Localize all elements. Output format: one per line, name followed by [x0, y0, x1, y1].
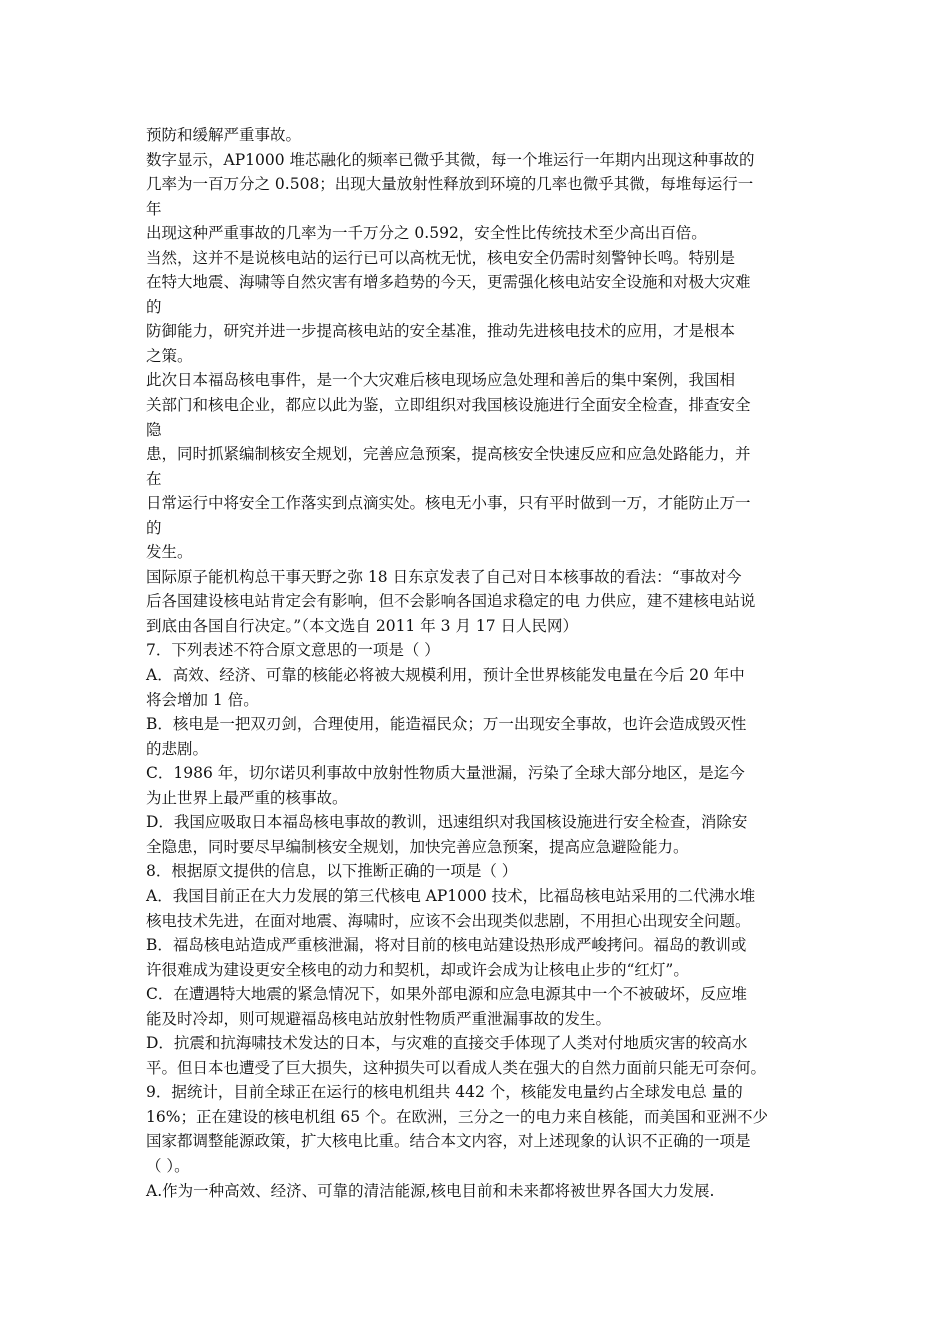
- text-line: 此次日本福岛核电事件，是一个大灾难后核电现场应急处理和善后的集中案例，我国相: [146, 371, 736, 390]
- question-line: （ ）。: [146, 1156, 190, 1175]
- option-line: A.作为一种高效、经济、可靠的清洁能源,核电目前和未来都将被世界各国大力发展.: [146, 1181, 715, 1200]
- option-line: 许很难成为建设更安全核电的动力和契机，却或许会成为让核电止步的“红灯”。: [146, 960, 689, 979]
- option-line: 的悲剧。: [146, 739, 209, 758]
- text-line: 年: [146, 199, 162, 218]
- question-line: 7．下列表述不符合原文意思的一项是（ ）: [146, 641, 440, 660]
- option-line: 核电技术先进，在面对地震、海啸时，应该不会出现类似悲剧，不用担心出现安全问题。: [146, 911, 751, 930]
- text-line: 后各国建设核电站肯定会有影响，但不会影响各国追求稳定的电 力供应，建不建核电站说: [146, 592, 756, 611]
- option-line: B．核电是一把双刃剑，合理使用，能造福民众；万一出现安全事故，也许会造成毁灭性: [146, 715, 747, 734]
- option-line: 全隐患，同时要尽早编制核安全规划，加快完善应急预案，提高应急避险能力。: [146, 837, 689, 856]
- option-line: 为止世界上最严重的核事故。: [146, 788, 348, 807]
- question-line: 国家都调整能源政策，扩大核电比重。结合本文内容，对上述现象的认识不正确的一项是: [146, 1132, 751, 1151]
- text-line: 的: [146, 518, 162, 537]
- text-line: 发生。: [146, 543, 193, 562]
- text-line: 日常运行中将安全工作落实到点滴实处。核电无小事，只有平时做到一万，才能防止万一: [146, 494, 751, 513]
- text-line: 国际原子能机构总干事天野之弥 18 日东京发表了自己对日本核事故的看法：“事故对今: [146, 567, 742, 586]
- document-page: [146, 123, 826, 1203]
- text-line: 隐: [146, 420, 162, 439]
- option-line: A．高效、经济、可靠的核能必将被大规模利用，预计全世界核能发电量在今后 20 年中: [146, 666, 745, 685]
- text-line: 在特大地震、海啸等自然灾害有增多趋势的今天，更需强化核电站安全设施和对极大灾难: [146, 273, 751, 292]
- option-line: D．我国应吸取日本福岛核电事故的教训，迅速组织对我国核设施进行安全检查，消除安: [146, 813, 748, 832]
- option-line: 能及时冷却，则可规避福岛核电站放射性物质严重泄漏事故的发生。: [146, 1009, 612, 1028]
- question-line: 16%；正在建设的核电机组 65 个。在欧洲，三分之一的电力来自核能，而美国和亚洲不少: [146, 1107, 769, 1126]
- text-line: 当然，这并不是说核电站的运行已可以高枕无忧，核电安全仍需时刻警钟长鸣。特别是: [146, 248, 736, 267]
- question-line: 8．根据原文提供的信息，以下推断正确的一项是（ ）: [146, 862, 518, 881]
- text-line: 患，同时抓紧编制核安全规划，完善应急预案，提高核安全快速反应和应急处路能力，并: [146, 445, 751, 464]
- text-line: 防御能力，研究并进一步提高核电站的安全基准，推动先进核电技术的应用，才是根本: [146, 322, 736, 341]
- text-line: 在: [146, 469, 162, 488]
- option-line: C．1986 年，切尔诺贝利事故中放射性物质大量泄漏，污染了全球大部分地区，是迄今: [146, 764, 745, 783]
- option-line: A．我国目前正在大力发展的第三代核电 AP1000 技术，比福岛核电站采用的二代沸水堆: [146, 886, 756, 905]
- question-line: 9．据统计，目前全球正在运行的核电机组共 442 个，核能发电量约占全球发电总 量的: [146, 1083, 743, 1102]
- text-line: 关部门和核电企业，都应以此为鉴，立即组织对我国核设施进行全面安全检查，排查安全: [146, 396, 751, 415]
- option-line: D．抗震和抗海啸技术发达的日本，与灾难的直接交手体现了人类对付地质灾害的较高水: [146, 1034, 748, 1053]
- option-line: 将会增加 1 倍。: [146, 690, 259, 709]
- text-line: 几率为一百万分之 0.508；出现大量放射性释放到环境的几率也微乎其微，每堆每运行一: [146, 175, 754, 194]
- text-line: 出现这种严重事故的几率为一千万分之 0.592，安全性比传统技术至少高出百倍。: [146, 224, 707, 243]
- text-line: 之策。: [146, 346, 193, 365]
- text-line: 预防和缓解严重事故。: [146, 126, 302, 144]
- option-line: C．在遭遇特大地震的紧急情况下，如果外部电源和应急电源其中一个不被破坏，反应堆: [146, 985, 747, 1004]
- text-line: 数字显示，AP1000 堆芯融化的频率已微乎其微，每一个堆运行一年期内出现这种事故的: [146, 150, 755, 169]
- option-line: 平。但日本也遭受了巨大损失，这种损失可以看成人类在强大的自然力面前只能无可奈何。: [146, 1058, 767, 1077]
- option-line: B．福岛核电站造成严重核泄漏，将对目前的核电站建设热形成严峻拷问。福岛的教训或: [146, 936, 747, 955]
- text-line: 的: [146, 297, 162, 316]
- text-line: 到底由各国自行决定。”（本文选自 2011 年 3 月 17 日人民网）: [146, 616, 579, 635]
